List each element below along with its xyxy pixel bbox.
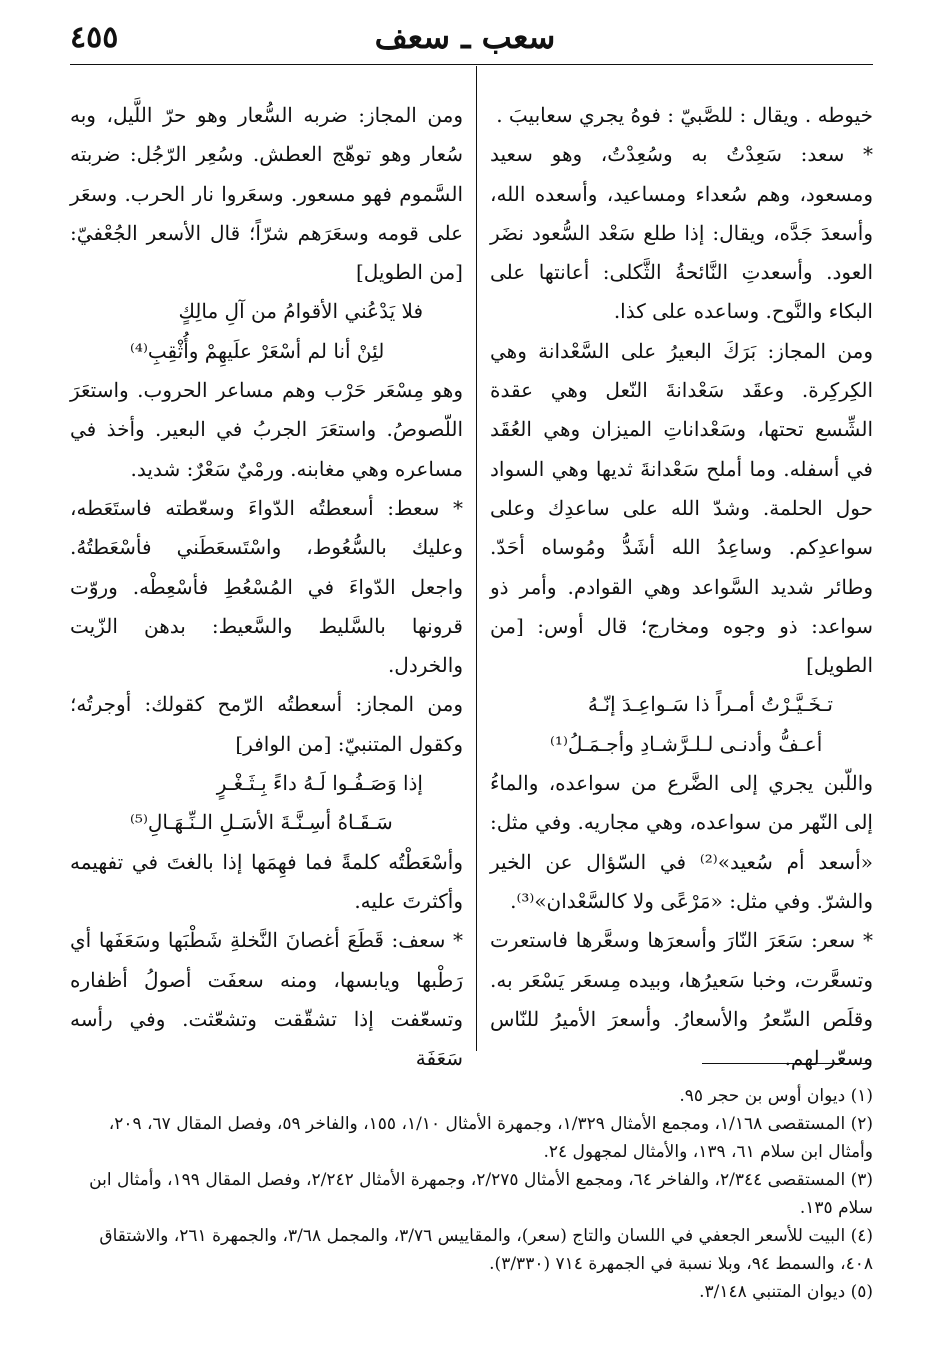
- page-header-title: سعب ـ سعف: [374, 18, 556, 56]
- entry-saaf: * سعف: قَطَعَ أغصانَ النَّخلةِ شَطْبَها وسَعَفَها أي رَطْبها ويابسها، ومنه سعفَت أصولُ أظفاره وتسعّفت إذا تشقّقت وتشعّثت. وفي رأسه سَعَفَة: [70, 928, 463, 1071]
- paragraph: وأسْعَطْتُه كلمةً فما فهِمَها إذا بالغتَ في تفهيمه وأكثرتَ عليه.: [70, 849, 463, 913]
- verse-line: إذا وَصَـفُـوا لَـهُ داءً بِـثَـغْـرٍ: [216, 771, 423, 796]
- footnote: (١) ديوان أوس بن حجر ٩٥.: [679, 1086, 873, 1106]
- right-column: [490, 96, 873, 1078]
- verse-line: لئِنْ أنا لم أسْعَرْ علَيهِمْ وأُثْقِبِ⁽⁴⁾: [130, 338, 385, 363]
- paragraph: واللّبن يجري إلى الضَّرع من سواعده، والماءُ إلى النّهر من سواعده، وهي مجاريه. وفي مثل: «أسعد أم سُعيد»⁽²⁾ في السّؤال عن الخير والشرّ. وفي مثل: «مَرْعًى ولا كالسَّعْدان»⁽³⁾.: [490, 771, 873, 913]
- header-rule: [70, 64, 873, 65]
- verse-line: أعـفُّ وأدنـى لـلـرَّشـادِ وأجـمَـلُ⁽¹⁾: [550, 731, 823, 756]
- footnote: (٢) المستقصى ١/١٦٨، ومجمع الأمثال ١/٣٢٩، وجمهرة الأمثال ١/١٠، ١٥٥، والفاخر ٥٩، وفصل المقال ٦٧، ٢٠٩، وأمثال ابن سلام ٦١، ١٣٩، والأمثال لمجهول ٢٤.: [108, 1114, 873, 1162]
- paragraph: ومن المجاز: ضربه السُّعار وهو حرّ اللَّيل، وبه سُعار وهو توهّج العطش. وسُعِر الرّجُل: ضربته السَّموم فهو مسعور. وسعَروا نار الحرب. وسعَر على قومه وسعَرَهم شرّاً؛ قال الأسعر الجُعْفيّ: [من الطويل]: [70, 103, 463, 285]
- paragraph: وهو مِسْعَر حَرْب وهم مساعر الحروب. واستعَرَ اللّصوصُ. واستعَرَ الجربُ في البعير. وأخذ في مساعره وهي مغابنه. ورمْيٌ سَعْرٌ: شديد.: [70, 378, 463, 481]
- paragraph: ومن المجاز: أسعطتُه الرّمح كقولك: أوجرتُه؛ وكقول المتنبيّ: [من الوافر]: [70, 692, 463, 756]
- footnote: (٣) المستقصى ٢/٣٤٤، والفاخر ٦٤، ومجمع الأمثال ٢/٢٧٥، وجمهرة الأمثال ٢/٢٤٢، وفصل المقال ١٩٩، وأمثال ابن سلام ١٣٥.: [89, 1170, 873, 1218]
- paragraph: خيوطه . ويقال : للصَّبيّ : فوهُ يجري سعابيبَ .: [496, 103, 873, 127]
- verse-line: فلا يَدْعُني الأقوامُ من آلِ مالِكٍ: [178, 299, 423, 324]
- verse-line: تـخَـيَّـرْتُ أمـراً ذا سَـواعِـدَ إنّـهُ: [587, 692, 833, 717]
- entry-saat: * سعط: أسعطتُه الدّواءَ وسعّطته فاستَعَطه، وعليك بالسُّعُوط، واسْتَسعَطَني فأسْعَطتُهُ. واجعل الدّواءَ في المُسْعُطِ فأسْعِطْه. وروّت قرونها بالسَّليط والسَّعيط: بدهن الزّيت والخردل.: [70, 495, 463, 678]
- left-column: [70, 96, 463, 1078]
- paragraph: ومن المجاز: بَرَكَ البعيرُ على السَّعْدانة وهي الكِركِرة. وعقَد سَعْدانةَ النّعل وهي عقدة الشِّسع تحتها، وسَعْداناتِ الميزان وهي العُقَد في أسفله. وما أملح سَعْدانةَ ثديها وهي السواد حول الحلمة. وشدّ الله على ساعدِك وعلى سواعدِكم. وساعِدُ الله أشَدُّ ومُوساه أحَدّ. وطائر شديد السَّواعد وهي القوادم. وأمر ذو سواعد: ذو وجوه ومخارج؛ قال أوس: [من الطويل]: [490, 338, 873, 678]
- verse-line: سَـقَـاهُ أسِـنَّـةَ الأسَـلِ الـنِّـهَـالِ⁽⁵⁾: [130, 810, 393, 835]
- entry-saad: * سعد: سَعِدْتُ به وسُعِدْتُ، وهو سعيد ومسعود، وهم سُعداء ومساعيد، وأسعده الله، وأسعدَ جَدَّه، ويقال: إذا طلع سَعْد السُّعود نضَر العود. وأسعدتِ النَّائحةُ الثَّكلى: أعانتها على البكاء والنَّوح. وساعده على كذا.: [490, 142, 873, 324]
- page-number: ٤٥٥: [70, 20, 119, 55]
- footnote: (٤) البيت للأسعر الجعفي في اللسان والتاج (سعر)، والمقاييس ٣/٧٦، والمجمل ٣/٦٨، والجمهرة ٢٦١، والاشتقاق ٤٠٨، والسمط ٩٤، وبلا نسبة في الجمهرة ٧١٤ (٣/٣٣٠).: [99, 1226, 873, 1274]
- footnotes: [70, 1082, 873, 1306]
- column-divider: [476, 66, 477, 1051]
- footnote-separator: [702, 1063, 870, 1064]
- entry-saar: * سعر: سَعَرَ النّارَ وأسعرَها وسعَّرها فاستعرت وتسعَّرت، وخبا سَعيرُها، وبيده مِسعَر يَسْعَر به. وقلَص السِّعرُ والأسعارُ. وأسعرَ الأميرُ للنّاس وسعّر لهم.: [490, 928, 873, 1071]
- footnote: (٥) ديوان المتنبي ٣/١٤٨.: [699, 1282, 873, 1302]
